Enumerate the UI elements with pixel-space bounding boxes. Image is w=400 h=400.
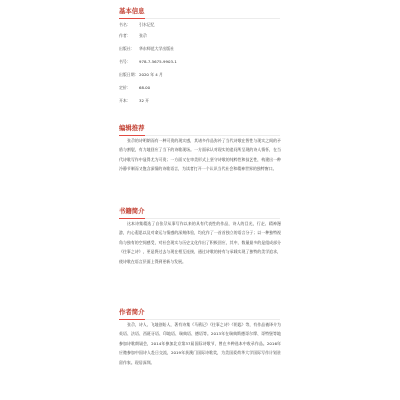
info-value: 2020 年 4 月 bbox=[139, 72, 163, 77]
basic-info-divider bbox=[119, 18, 280, 19]
basic-info-title: 基本信息 bbox=[119, 7, 145, 15]
editor-rec-title: 编辑推荐 bbox=[119, 124, 145, 132]
info-value: 32 开 bbox=[139, 98, 150, 103]
info-row-pubdate bbox=[119, 72, 163, 77]
info-value: 978-7-5675-9903-1 bbox=[139, 59, 177, 64]
author-intro-title: 作者简介 bbox=[119, 308, 145, 316]
info-label: 出版社： bbox=[119, 46, 135, 51]
info-label: 书号： bbox=[119, 59, 131, 64]
info-row-isbn bbox=[119, 59, 177, 64]
book-intro-text-block bbox=[119, 219, 281, 295]
author-intro-text-block bbox=[119, 320, 281, 396]
editor-rec-text-block bbox=[119, 136, 281, 193]
book-intro-text: 这本诗集精选了自张尕从事写作以来的具有代表性的作品，诗人的目光，行走、精神漫游，内心遐思以及对命运与情感的深刻体验，均化作了一首首独立的语言分子；以一种独特视角与独有的空间感受，对社会现实与历史文化作出了积极回应，其中，数量最多的是组成部分《往事之诗》，更是将过去与现在相互连接，通过诗歌的持有与承载实现了独特的美学追求，使诗歌在语言层面上得到更新与发展。 bbox=[119, 221, 281, 264]
author-intro-text: 张尕，诗人、飞地创始人，著有诗集《马鸦记》《往事之诗》《钥匙》等，有作品被译介为英语、法语、西班牙语、印地语、瑞典语、德语等。2013年在瑞典斯德哥尔摩、哥特堡等地参加诗歌朗诵会，2014年参加北京第37届国际诗歌节，曾在多种选本中收录作品。2016年应邀参加中国诗人赴日交流，2019年获澳门国际诗歌奖，为美国爱荷华大学国际写作计划驻留作家。现居深圳。 bbox=[119, 322, 281, 365]
info-row-publisher bbox=[119, 46, 174, 51]
info-row-title bbox=[119, 22, 155, 27]
info-label: 书名： bbox=[119, 22, 131, 27]
info-label: 作者： bbox=[119, 33, 131, 38]
info-value: 引水记忆 bbox=[139, 22, 155, 27]
info-label: 开本： bbox=[119, 98, 131, 103]
info-label: 定价： bbox=[119, 85, 131, 90]
info-row-author bbox=[119, 33, 147, 38]
info-value: 张尕 bbox=[139, 33, 147, 38]
info-row-price bbox=[119, 85, 150, 90]
info-label: 出版日期： bbox=[119, 72, 139, 77]
info-value: 华东师范大学出版社 bbox=[139, 46, 175, 51]
editor-rec-text: 张尕的诗明朗而有一种可贵的现实感，其诸多作品弥补了当代诗歌在智性与现实之间的矛盾与割裂，有力地回应了当下的诗歌现场。一方面承认对现实的追问所呈现的诗人情怀，在当代诗歌写作中显得尤为可贵；一方面又在审美形式上坚守诗歌的纯粹性和技艺性，构建出一种冷静节制而又饱含深情的诗歌语言，为读者打开一个认识当代社会和精神世界的独特窗口。 bbox=[119, 138, 281, 172]
info-value: 68.00 bbox=[139, 85, 151, 90]
book-intro-title: 书籍简介 bbox=[119, 207, 145, 215]
info-row-format bbox=[119, 98, 149, 103]
